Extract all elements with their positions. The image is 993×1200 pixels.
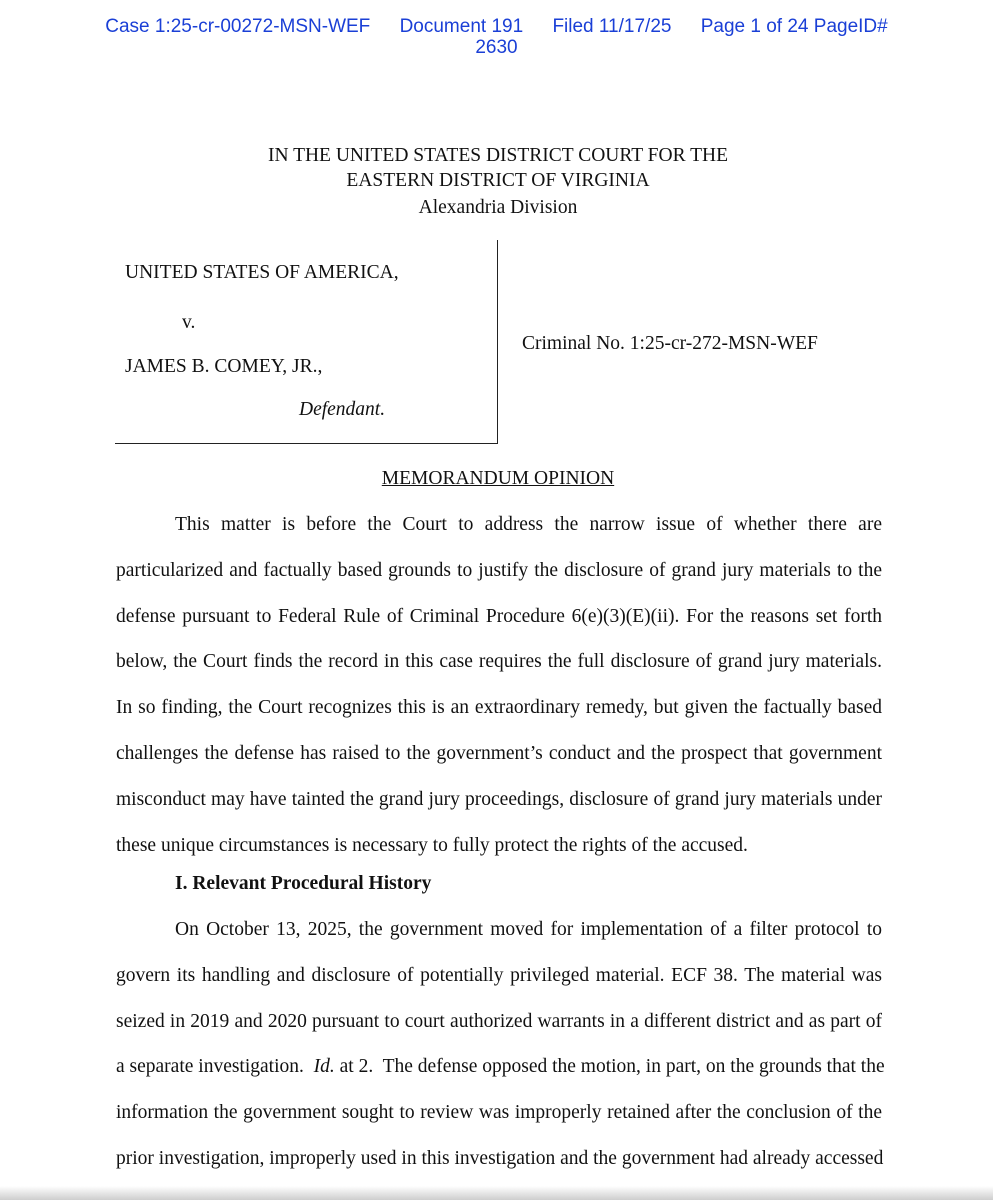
- case-number: Case 1:25-cr-00272-MSN-WEF: [105, 16, 371, 37]
- paragraph-intro: [116, 513, 882, 879]
- document-number: Document 191: [399, 16, 524, 37]
- criminal-number: Criminal No. 1:25-cr-272-MSN-WEF: [522, 333, 818, 354]
- text-line: these unique circumstances is necessary to fully protect the rights of the accused.: [116, 834, 748, 856]
- document-title: MEMORANDUM OPINION: [381, 468, 615, 489]
- defendant-label: Defendant.: [299, 399, 386, 420]
- citation-id: Id.: [313, 1056, 335, 1078]
- text-line: misconduct may have tainted the grand jury proceedings, disclosure of grand jury materials under: [116, 788, 882, 810]
- page-bottom-edge: [0, 1186, 993, 1200]
- paragraph-procedural-history: [116, 918, 885, 1193]
- page-count: Page 1 of 24 PageID#: [700, 16, 888, 37]
- caption-horizontal-divider: [115, 443, 498, 444]
- text-line: challenges the defense has raised to the government’s conduct and the prospect that government: [116, 742, 882, 764]
- plaintiff: UNITED STATES OF AMERICA,: [125, 262, 399, 283]
- court-name-line2: EASTERN DISTRICT OF VIRGINIA: [346, 169, 650, 191]
- court-heading: [0, 144, 993, 221]
- section-heading: I. Relevant Procedural History: [175, 873, 432, 894]
- text-line: In so finding, the Court recognizes this is an extraordinary remedy, but given the factually based: [116, 697, 882, 719]
- text-line: On October 13, 2025, the government moved for implementation of a filter protocol to: [175, 919, 882, 940]
- versus: v.: [182, 312, 196, 333]
- text-line: defense pursuant to Federal Rule of Criminal Procedure 6(e)(3)(E)(ii). For the reasons set forth: [116, 605, 882, 627]
- text-line: [116, 1055, 885, 1101]
- text-line: prior investigation, improperly used in this investigation and the government had already accessed: [116, 1147, 884, 1169]
- text-line: This matter is before the Court to address the narrow issue of whether there are: [175, 514, 882, 535]
- caption-vertical-divider: [497, 240, 498, 444]
- text-line: seized in 2019 and 2020 pursuant to court authorized warrants in a different district and as part of: [116, 1010, 882, 1032]
- court-division: Alexandria Division: [418, 197, 578, 218]
- page-id: 2630: [475, 37, 518, 58]
- text-line: below, the Court finds the record in this case requires the full disclosure of grand jury materials.: [116, 651, 882, 673]
- text-line: information the government sought to review was improperly retained after the conclusion of the: [116, 1102, 882, 1124]
- text-segment: a separate investigation.: [116, 1056, 314, 1078]
- court-name-line1: IN THE UNITED STATES DISTRICT COURT FOR THE: [267, 145, 729, 166]
- defendant-name: JAMES B. COMEY, JR.,: [125, 356, 323, 377]
- filed-date: Filed 11/17/25: [552, 16, 672, 37]
- text-line: govern its handling and disclosure of potentially privileged material. ECF 38. The material was: [116, 964, 882, 986]
- text-line: particularized and factually based grounds to justify the disclosure of grand jury materials to the: [116, 559, 882, 581]
- ecf-header-stamp: [0, 16, 993, 58]
- text-segment: at 2. The defense opposed the motion, in part, on the grounds that the: [334, 1056, 885, 1078]
